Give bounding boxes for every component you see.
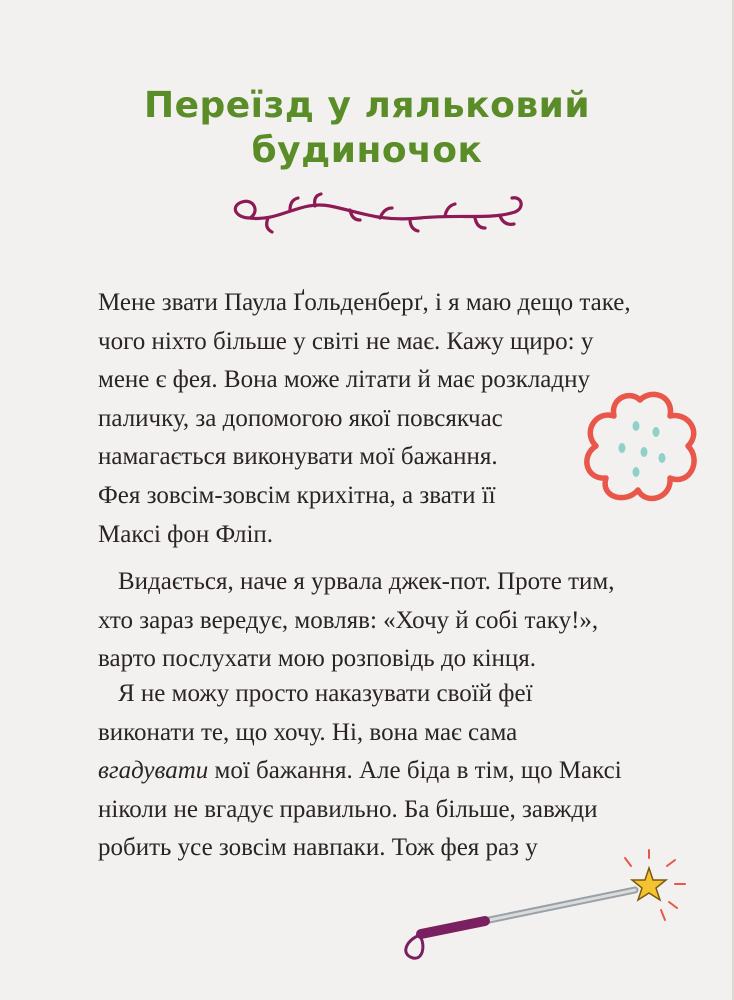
- text-line: Видається, наче я урвала джек-пот. Проте тим,: [118, 568, 615, 595]
- flower-icon: [578, 382, 708, 512]
- text-line-mixed: [98, 752, 658, 791]
- swirl-ornament-icon: [220, 188, 540, 248]
- text-line: Я не можу просто наказувати своїй феї: [118, 680, 533, 707]
- text-run: мої бажання. Але біда в тім, що Максі: [208, 757, 622, 785]
- chapter-title-line-2: будиночок: [251, 130, 483, 171]
- text-line: виконати те, що хочу. Ні, вона має сама: [98, 718, 518, 746]
- text-line: Мене звати Паула Ґольденберґ, і я маю дещо таке,: [98, 289, 631, 316]
- text-line: паличку, за допомогою якої повсякчас: [98, 404, 503, 432]
- text-line: робить усе зовсім навпаки. Тож фея раз у: [98, 834, 538, 862]
- text-line: Фея зовсім-зовсім крихітна, а звати її: [98, 481, 496, 509]
- text-line: ніколи не вгадує правильно. Ба більше, завжди: [98, 795, 598, 823]
- text-line: чого ніхто більше у світі не має. Кажу щиро: у: [98, 327, 594, 355]
- paragraph-3: [98, 675, 658, 868]
- paragraph-1: [98, 284, 658, 554]
- text-line: хто зараз вередує, мовляв: «Хочу й собі таку!»,: [98, 606, 599, 634]
- emphasis-text: вгадувати: [98, 757, 209, 785]
- paragraph-2: [98, 563, 658, 679]
- magic-wand-icon: [385, 846, 695, 976]
- text-line: Максі фон Фліп.: [98, 520, 274, 548]
- text-line: мене є фея. Вона може літати й має розкладну: [98, 366, 591, 394]
- text-line: варто послухати мою розповідь до кінця.: [98, 645, 537, 673]
- chapter-title-line-1: Переїзд у ляльковий: [143, 85, 591, 126]
- text-line: намагається виконувати мої бажання.: [98, 443, 498, 471]
